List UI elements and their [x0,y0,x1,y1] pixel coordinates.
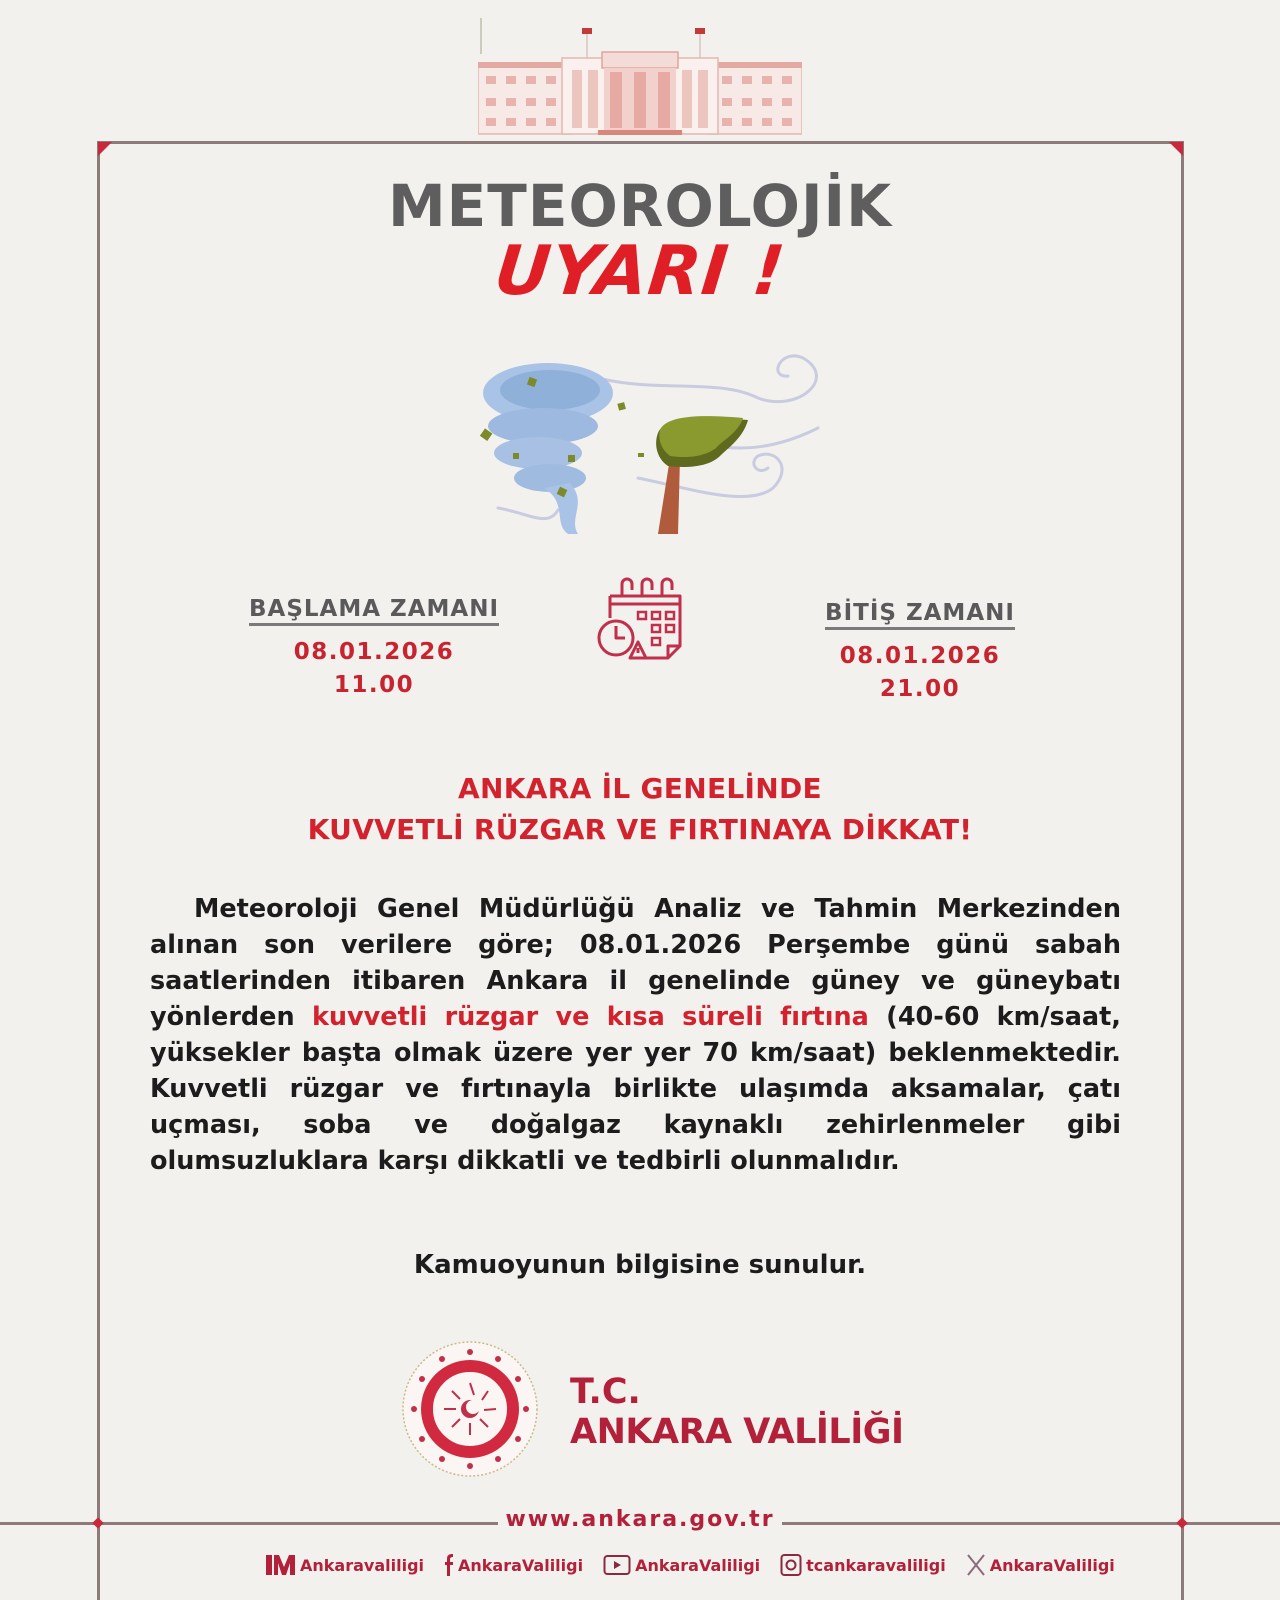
social-link-facebook[interactable] [444,1554,583,1576]
calendar-clock-warning-icon [592,568,692,668]
start-date: 08.01.2026 [293,639,455,665]
body-text-part-1: Meteoroloji Genel Müdürlüğü Analiz ve Tahmin Merkezinden alınan son verilere göre; 08.01.2026 Perşembe günü sabah saatlerinden itibaren Ankara il genelinde güney ve güneybatı yönlerden [150,894,1121,1032]
body-text-part-2: (40-60 km/saat, yüksekler başta olmak üzere yer yer 70 km/saat) beklenmektedir. Kuvvetli rüzgar ve fırtınayla birlikte ulaşımda aksamalar, çatı uçması, soba ve doğalgaz kaynaklı zehirlenmeler gibi olumsuzluklara karşı dikkatli ve tedbirli olunmalıdır. [150,1002,1121,1176]
end-hour: 21.00 [879,676,961,702]
frame-border-top [97,141,1184,144]
announcement-body [150,891,1121,1179]
instagram-icon [780,1553,802,1577]
start-hour: 11.00 [333,672,415,698]
storm-tornado-tree-illustration [458,338,838,534]
nsosyal-icon [266,1553,296,1577]
title-meteorological: METEOROLOJİK [387,172,893,240]
footer-divider-left [0,1522,498,1525]
alert-headline [0,768,1280,850]
social-link-nsosyal[interactable] [266,1553,424,1577]
end-date: 08.01.2026 [839,643,1001,669]
title-warning: UYARI ! [490,232,790,311]
frame-border-left [97,141,100,1600]
social-handle: tcankaravaliligi [806,1555,946,1575]
social-link-x[interactable] [966,1554,1115,1576]
footer-divider-right [782,1522,1280,1525]
frame-corner-accent [1169,142,1183,156]
website-link[interactable]: www.ankara.gov.tr [505,1507,775,1532]
headline-line-2: KUVVETLİ RÜZGAR VE FIRTINAYA DİKKAT! [307,813,973,846]
x-icon [966,1554,986,1576]
social-handle: AnkaraValiligi [635,1555,761,1575]
end-time-block [780,600,1060,706]
frame-corner-accent [98,142,112,156]
frame-border-right [1181,141,1184,1600]
social-link-youtube[interactable] [603,1554,760,1576]
start-time-block [234,596,514,702]
social-link-instagram[interactable] [780,1553,946,1577]
org-line-2: ANKARA VALİLİĞİ [570,1412,904,1452]
start-time-label: BAŞLAMA ZAMANI [249,596,499,626]
footer-divider-dot [92,1517,103,1528]
governorship-seal-logo [400,1339,540,1479]
youtube-icon [603,1554,631,1576]
body-text-highlight: kuvvetli rüzgar ve kısa süreli fırtına [311,1002,869,1032]
end-time-label: BİTİŞ ZAMANI [825,600,1015,630]
social-handle: Ankaravaliligi [300,1555,424,1575]
organization-name [570,1372,904,1452]
closing-statement: Kamuoyunun bilgisine sunulur. [413,1250,867,1280]
social-handle: AnkaraValiligi [458,1555,584,1575]
headline-line-1: ANKARA İL GENELİNDE [458,772,822,805]
org-line-1: T.C. [570,1372,641,1412]
governorship-building-illustration [478,14,802,136]
social-handle: AnkaraValiligi [989,1555,1115,1575]
facebook-icon [444,1554,454,1576]
footer-divider-dot [1176,1517,1187,1528]
social-links [266,1553,1115,1577]
